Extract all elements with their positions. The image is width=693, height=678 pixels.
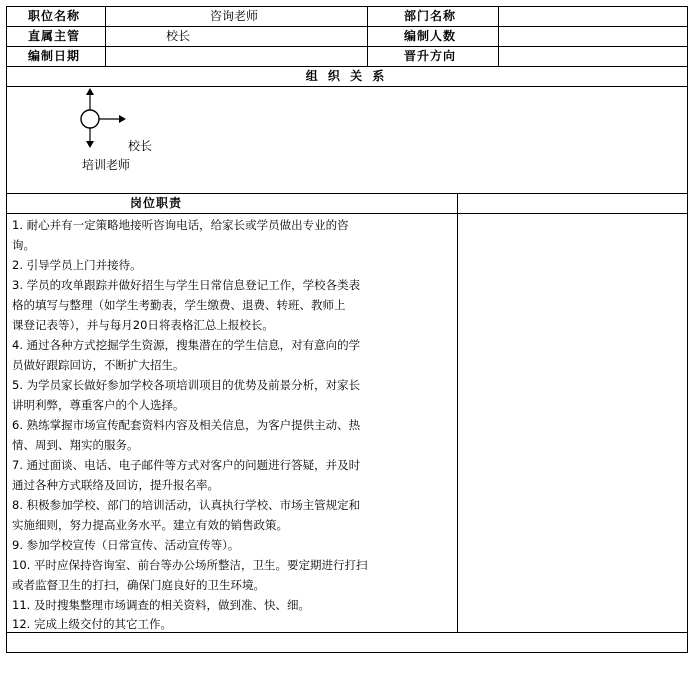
- duty-line: 2. 引导学员上门并接待。: [12, 258, 142, 272]
- supervisor-label: 直属主管: [28, 29, 81, 43]
- table-border-left: [6, 6, 7, 653]
- duty-line: 7. 通过面谈、电话、电子邮件等方式对客户的问题进行答疑，并及时: [12, 458, 361, 472]
- table-rule: [6, 26, 688, 27]
- duty-line: 1. 耐心并有一定策略地接听咨询电话，给家长或学员做出专业的咨: [12, 218, 349, 232]
- position-name-label: 职位名称: [28, 9, 81, 23]
- table-border-right: [687, 6, 688, 653]
- table-rule: [6, 193, 688, 194]
- table-col-divider: [367, 6, 368, 67]
- duty-line: 8. 积极参加学校、部门的培训活动，认真执行学校、市场主管规定和: [12, 498, 361, 512]
- department-label: 部门名称: [404, 9, 457, 23]
- table-col-divider: [498, 6, 499, 67]
- position-name-value: 咨询老师: [210, 9, 259, 23]
- table-rule: [6, 46, 688, 47]
- org-subordinate: 培训老师: [82, 158, 131, 172]
- duty-line: 通过各种方式联络及回访，提升报名率。: [12, 478, 219, 492]
- duty-line: 3. 学员的攻单跟踪并做好招生与学生日常信息登记工作，学校各类表: [12, 278, 361, 292]
- duty-line: 课登记表等），并与每月20日将表格汇总上报校长。: [12, 318, 274, 332]
- duty-line: 询。: [12, 238, 35, 252]
- table-border-bottom: [6, 652, 688, 653]
- duty-line: 情、周到、翔实的服务。: [12, 438, 139, 452]
- table-col-divider: [105, 6, 106, 67]
- duty-line: 6. 熟练掌握市场宣传配套资料内容及相关信息，为客户提供主动、热: [12, 418, 361, 432]
- duty-line: 员做好跟踪回访，不断扩大招生。: [12, 358, 185, 372]
- headcount-label: 编制人数: [404, 29, 457, 43]
- duty-line: 12. 完成上级交付的其它工作。: [12, 617, 172, 631]
- duty-line: 10. 平时应保持咨询室、前台等办公场所整洁，卫生。要定期进行打扫: [12, 558, 368, 572]
- duty-line: 11. 及时搜集整理市场调查的相关资料，做到准、快、细。: [12, 598, 310, 612]
- table-col-divider: [457, 193, 458, 633]
- date-label: 编制日期: [28, 49, 81, 63]
- table-rule: [6, 213, 688, 214]
- promotion-label: 晋升方向: [404, 49, 457, 63]
- duty-line: 讲明利弊，尊重客户的个人选择。: [12, 398, 185, 412]
- org-superior: 校长: [128, 139, 153, 153]
- supervisor-value: 校长: [166, 29, 191, 43]
- duty-line: 格的填写与整理（如学生考勤表，学生缴费、退费、转班、教师上: [12, 298, 346, 312]
- duty-line: 5. 为学员家长做好参加学校各项培训项目的优势及前景分析，对家长: [12, 378, 361, 392]
- org-section-title: 组 织 关 系: [305, 69, 388, 83]
- duty-line: 实施细则，努力提高业务水平。建立有效的销售政策。: [12, 518, 288, 532]
- org-relation-icon: [66, 86, 136, 156]
- duty-line: 或者监督卫生的打扫，确保门庭良好的卫生环境。: [12, 578, 265, 592]
- duties-title: 岗位职责: [130, 196, 183, 210]
- duty-line: 9. 参加学校宣传（日常宣传、活动宣传等）。: [12, 538, 240, 552]
- table-border-top: [6, 6, 688, 7]
- duty-line: 4. 通过各种方式挖掘学生资源，搜集潜在的学生信息，对有意向的学: [12, 338, 361, 352]
